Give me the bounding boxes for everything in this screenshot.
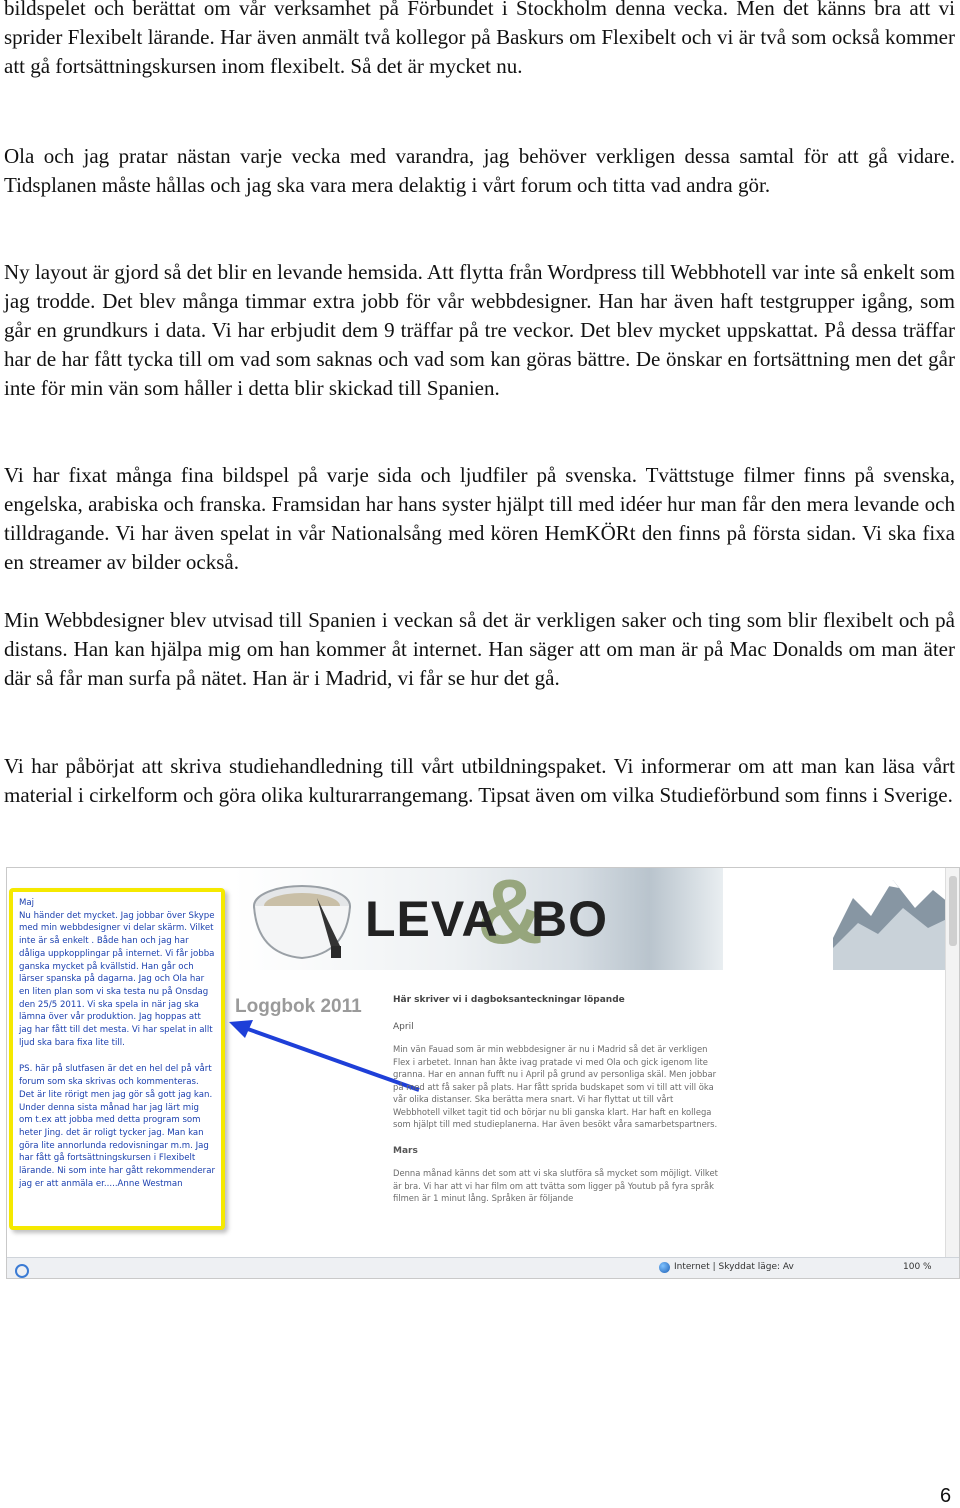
zoom-level[interactable]: 100 % [903,1262,932,1272]
april-entry: Min vän Fauad som är min webbdesigner är nu i Madrid så det är verkligen Flex i arbetet. Innan han åkte ivag pratade vi med Ola och gick igenom lite granna. Har en annan fufft nu i April på grund av personliga skäl. Men jobbar på med att få saker på plats. Har fått sprida budskapet som vi till att vill öka vår olika distanser. Ska berätta mera snart. Vi har flyttat ut till vårt Webbhotell vilket tagit tid och börjar nu bli ganska klart. Har haft en kollega som hjälpt till med studieplanerna. Har även besökt våra samarbetspartners. [393,1044,718,1129]
globe-icon [659,1262,670,1273]
logo-leva-text: LEVA [365,891,499,947]
paragraph-2: Ola och jag pratar nästan varje vecka med varandra, jag behöver verkligen dessa samtal för att gå vidare. Tidsplanen måste hållas och jag ska vara mera delaktig i vårt forum och titta vad andra gör. [4,144,955,197]
logo-ampersand: & [477,867,545,963]
page-number: 6 [940,1485,952,1507]
mars-entry: Denna månad känns det som att vi ska slutföra så mycket som möjligt. Vilket är bra. Vi har att vi har film om att tvätta som ligger på Youtub på fyra språk filmen är 1 minut lång. Språken är följande [393,1168,718,1203]
paragraph-3: Ny layout är gjord så det blir en levande hemsida. Att flytta från Wordpress till Webbhotell var inte så enkelt som jag trodde. Det blev många timmar extra jobb för vår webbdesigner. Han har även haft testgrupper igång, som går en grundkurs i data. Vi har erbjudit dem 9 träffar på tre veckor. Det blev mycket uppskattat. På dessa träffar har de har fått tycka till om vad som saknas och vad som kan göras bättre. De önskar en fortsättning men det går inte för min vän som håller i detta blir skickad till Spanien. [4,260,955,400]
note-paragraph-2: PS. här på slutfasen är det en hel del på vårt forum som ska skrivas och kommenteras. Det är lite rörigt men jag gör så gott jag kan. Under denna sista månad har jag lärt mig om t.ex att jobba med detta program som heter Jing. det är roligt tycker jag. Man kan göra lite annorlunda redovisningar m.m. Jag har fått gå fortsättningskursen i Flexibelt lärande. Ni som inte har gått rekommenderar jag er att anmäla er.....Anne Westman [19,1064,215,1189]
month-april: April [393,1021,414,1032]
month-mars: Mars [393,1145,418,1156]
paragraph-5: Min Webbdesigner blev utvisad till Spanien i veckan så det är verkligen saker och ting som blir flexibelt och på distans. Han kan hjälpa mig om han kommer åt internet. Han säger att om man är på Mac Donalds om man äter där så får man surfa på nätet. Han är i Madrid, vi får se hur det gå. [4,608,955,690]
embedded-website-screenshot [6,867,960,1279]
site-logo [365,867,608,963]
logo-bo-text: BO [531,891,608,947]
scrollbar[interactable] [945,868,959,1260]
content-heading: Här skriver vi i dagboksanteckningar löpande [393,995,625,1005]
note-paragraph-1: Maj Nu händer det mycket. Jag jobbar över Skype med min webbdesigner vi delar skärm. Vilket inte är så enkelt . Både han och jag har dåliga uppkopplingar på internet. Vi får jobba ganska mycket på kvällstid. Han går och lärser spanska på dagarna. Jag och Ola har en liten plan som vi ska testa nu på Onsdag den 25/5 2011. Vi ska spela in när jag ska lämna över vår produktion. Jag hoppas att jag har fått till det mesta. Vi har spelat in allt ljud ska bara fixa lite till. [19,898,215,1048]
paragraph-6: Vi har påbörjat att skriva studiehandledning till vårt utbildningspaket. Vi informerar om att man kan läsa vårt material i cirkelform och göra olika kulturarrangemang. Tipsat även om vilka Studieförbund som finns i Sverige. [4,754,955,807]
mountain-image [833,868,949,970]
loggbok-label: Loggbok 2011 [235,996,362,1017]
diary-content [393,994,723,1205]
browser-status-bar [7,1257,959,1278]
browser-icon [15,1264,29,1278]
coffee-cup-image [247,876,367,966]
scroll-thumb[interactable] [949,876,957,946]
yellow-note-box [9,888,225,1230]
security-zone: Internet | Skyddat läge: Av [674,1262,794,1272]
paragraph-1: bildspelet och berättat om vår verksamhet på Förbundet i Stockholm denna vecka. Men det känns bra att vi sprider Flexibelt lärande. Har även anmält två kollegor på Baskurs om Flexibelt och vi är två som också kommer att gå fortsättningskursen inom flexibelt. Så det är mycket nu. [4,0,955,78]
paragraph-4: Vi har fixat många fina bildspel på varje sida och ljudfiler på svenska. Tvättstuge filmer finns på svenska, engelska, arabiska och franska. Framsidan har hans syster hjälpt till med idéer hur man får den mera levande och tilldragande. Vi har även spelat in vår Nationalsång med kören HemKÖRt den finns på första sidan. Vi ska fixa en streamer av bilder också. [4,463,955,574]
